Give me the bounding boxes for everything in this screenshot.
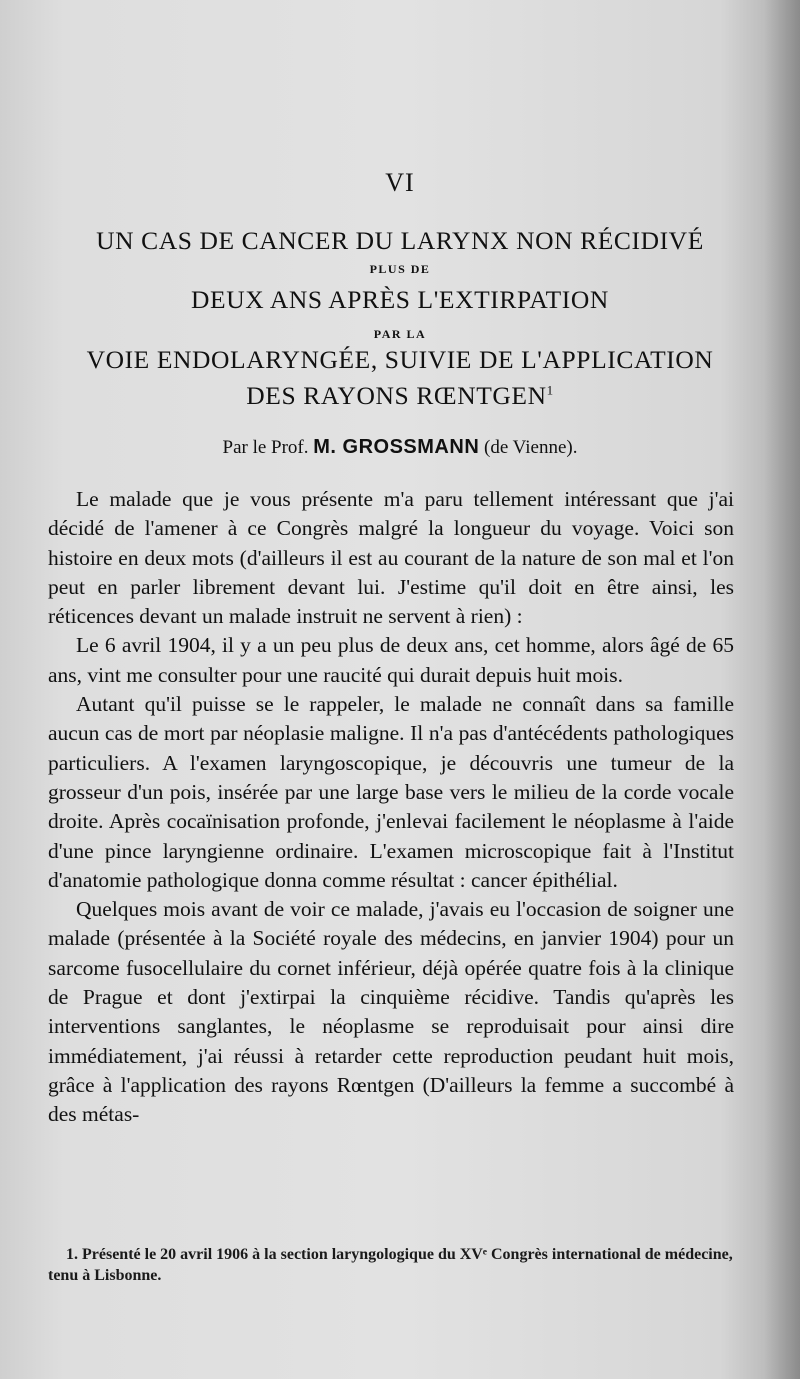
- title-line-2: PLUS DE: [369, 262, 431, 276]
- author-name: M. GROSSMANN: [313, 436, 480, 458]
- paragraph: Le 6 avril 1904, il y a un peu plus de deux ans, cet homme, alors âgé de 65 ans, vint me consulter pour une raucité qui durait depuis huit mois.: [48, 633, 734, 687]
- paragraph: Le malade que je vous présente m'a paru tellement intéressant que j'ai décidé de l'amener à ce Congrès malgré la longueur du voyage. Voici son histoire en deux mots (d'ailleurs il est au courant de la nature de son mal et l'on peut en parler librement devant lui. J'estime qu'il doit en être ainsi, les réticences devant un malade instruit ne servent à rien) :: [48, 487, 734, 629]
- paragraph: Autant qu'il puisse se le rappeler, le malade ne connaît dans sa famille aucun cas de mort par néoplasie maligne. Il n'a pas d'antécédents pathologiques particuliers. A l'examen laryngoscopique, je découvris une tumeur de la grosseur d'un pois, insérée par une large base vers le milieu de la corde vocale droite. Après cocaïnisation profonde, j'enlevai facilement le néoplasme à l'aide d'une pince laryngienne ordinaire. L'examen microscopique fait à l'Institut d'anatomie pathologique donna comme résultat : cancer épithélial.: [48, 692, 734, 892]
- page-edge-shadow: [764, 0, 800, 1379]
- title-line-1: UN CAS DE CANCER DU LARYNX NON RÉCIDIVÉ: [96, 226, 704, 255]
- chapter-number: VI: [385, 168, 415, 197]
- title-line-6: [40, 381, 760, 411]
- footnote-number: 1.: [66, 1246, 78, 1263]
- paragraph: Quelques mois avant de voir ce malade, j'avais eu l'occasion de soigner une malade (présentée à la Société royale des médecins, en janvier 1904) pour un sarcome fusocellulaire du cornet inférieur, déjà opérée quatre fois à la clinique de Prague et dont j'extirpai la cinquième récidive. Tandis qu'après les interventions sanglantes, le néoplasme se reproduisait pour ainsi dire immédiatement, j'ai réussi à retarder cette reproduction peudant huit mois, grâce à l'application des rayons Rœntgen (D'ailleurs la femme a succombé à des métas-: [48, 897, 734, 1127]
- author-line: [0, 436, 800, 459]
- body-text: [48, 485, 734, 1130]
- title-line-6-text: DES RAYONS RŒNTGEN: [246, 381, 547, 410]
- author-affiliation: (de Vienne).: [484, 437, 578, 458]
- footnote-text: Présenté le 20 avril 1906 à la section laryngologique du XVᵉ Congrès international de médecine, tenu à Lisbonne.: [48, 1246, 733, 1284]
- author-prefix: Par le Prof.: [222, 437, 309, 458]
- title-line-3: DEUX ANS APRÈS L'EXTIRPATION: [191, 285, 609, 314]
- footnote: [48, 1244, 738, 1286]
- title-line-5: VOIE ENDOLARYNGÉE, SUIVIE DE L'APPLICATION: [86, 345, 714, 374]
- title-line-4: PAR LA: [373, 327, 427, 341]
- footnote-reference: 1: [546, 382, 554, 398]
